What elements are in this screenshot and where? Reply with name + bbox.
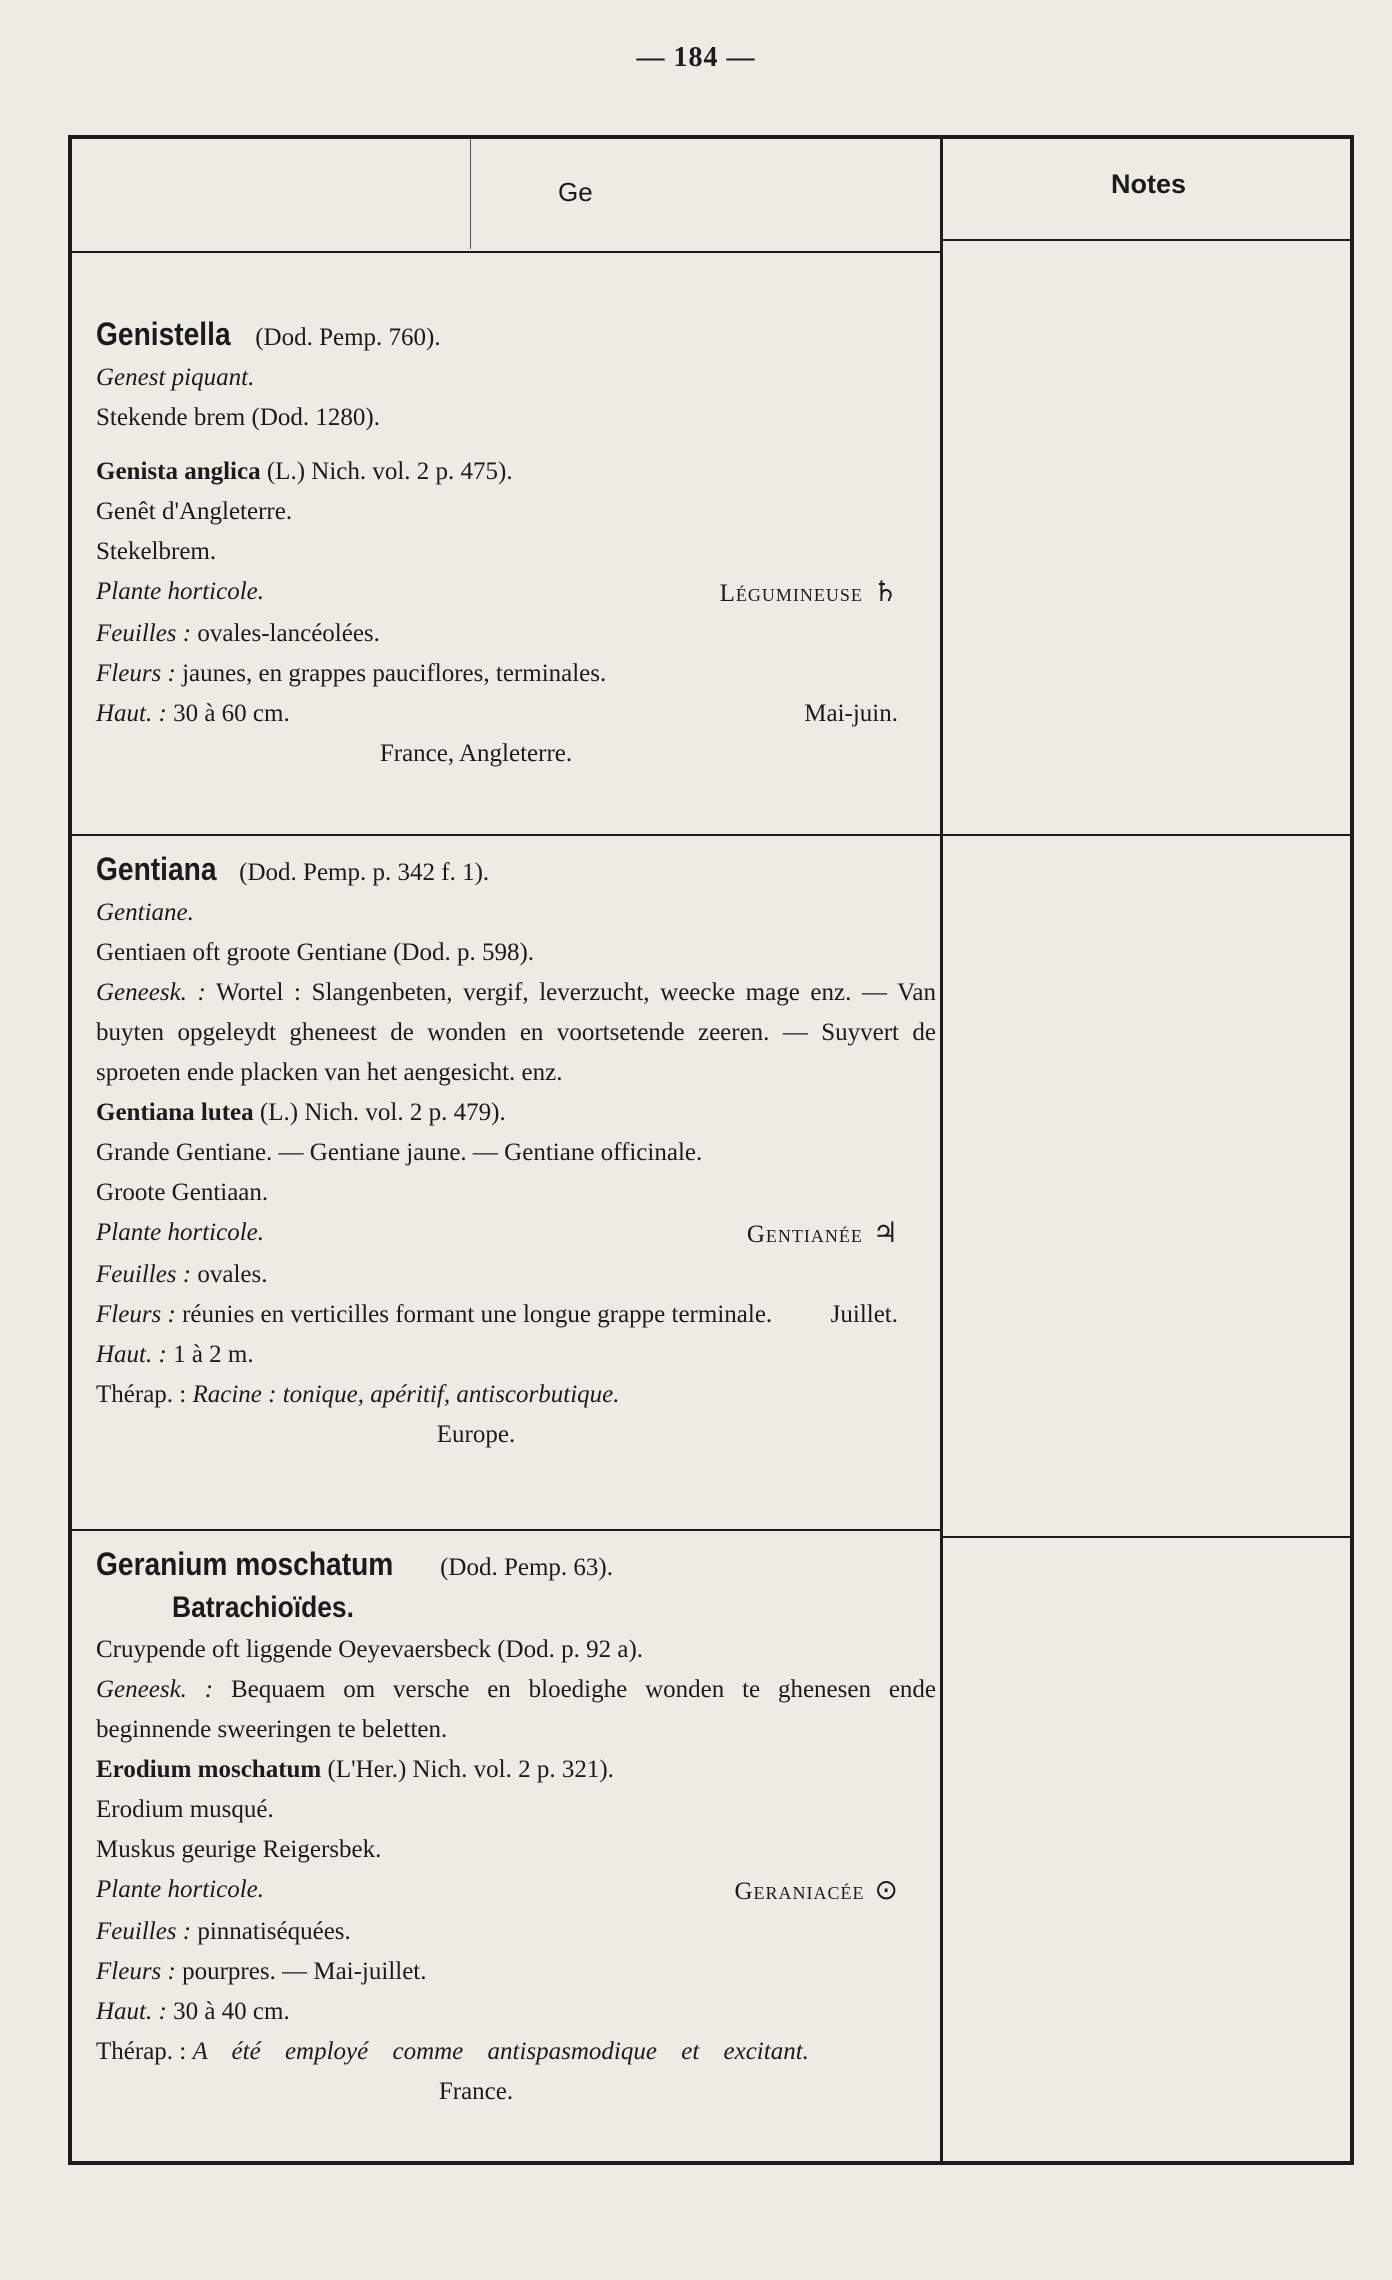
- lifeform-symbol: ⊙: [874, 1873, 898, 1906]
- entry-gentiana: [96, 849, 936, 1455]
- virtue-label: Geneesk. :: [96, 979, 206, 1006]
- dutch-name: Muskus geurige Reigersbek.: [96, 1836, 382, 1863]
- flowers-text: jaunes, en grappes pauciflores, terminales.: [182, 660, 607, 687]
- header-rule-notes: [943, 239, 1354, 241]
- species-name: Genista anglica: [96, 458, 261, 485]
- leaves-label: Feuilles :: [96, 1261, 192, 1288]
- table-frame: [68, 135, 1354, 2165]
- flemish-name: Cruypende oft liggende Oeyevaersbeck (Dod. p. 92 a).: [96, 1636, 644, 1663]
- headword-reference: (Dod. Pemp. 760).: [255, 324, 441, 351]
- dutch-name: Groote Gentiaan.: [96, 1179, 269, 1206]
- page-number: — 184 —: [636, 42, 756, 73]
- region: Europe.: [436, 1421, 516, 1448]
- flowers-text: réunies en verticilles formant une longue grappe terminale.: [182, 1301, 773, 1328]
- leaves-text: ovales-lancéolées.: [197, 620, 380, 647]
- lifeform-symbol: ♄: [872, 575, 898, 608]
- therapy-text: tonique, apéritif, antiscorbutique.: [282, 1381, 620, 1408]
- family-name: Geraniacée: [734, 1878, 865, 1905]
- therapy-label: Thérap. :: [96, 2038, 187, 2065]
- region: France.: [438, 2078, 514, 2105]
- region: France, Angleterre.: [379, 740, 573, 767]
- therapy-text: A été employé comme antispasmodique et excitant.: [192, 2038, 809, 2065]
- headword-sub: Batrachioïdes.: [172, 1591, 354, 1624]
- headword: Genistella: [96, 316, 231, 352]
- headword-reference: (Dod. Pemp. p. 342 f. 1).: [239, 859, 490, 886]
- headword: Geranium moschatum: [96, 1546, 394, 1582]
- leaves-label: Feuilles :: [96, 620, 192, 647]
- old-french-name: Genest piquant.: [96, 364, 255, 391]
- flowers-label: Fleurs :: [96, 660, 176, 687]
- height-text: 1 à 2 m.: [173, 1341, 254, 1368]
- lifeform-symbol: ♃: [872, 1216, 898, 1249]
- entry-geranium: [96, 1544, 936, 2112]
- height-label: Haut. :: [96, 1998, 167, 2025]
- height-text: 30 à 40 cm.: [173, 1998, 290, 2025]
- virtue-text: Wortel : Slangenbeten, vergif, leverzucht, weecke mage enz. — Van buyten opgeleydt gheneest de wonden en voortsetende zeeren. — Suyvert de sproeten ende placken van het aengesicht. enz.: [96, 979, 936, 1086]
- leaves-text: ovales.: [197, 1261, 268, 1288]
- flowering-season: Mai-juin.: [804, 700, 898, 727]
- family-name: Gentianée: [746, 1221, 863, 1248]
- entry-genistella: [96, 314, 936, 774]
- height-label: Haut. :: [96, 1341, 167, 1368]
- plant-type: Plante horticole.: [96, 1219, 265, 1246]
- headword-reference: (Dod. Pemp. 63).: [440, 1554, 614, 1581]
- species-name: Gentiana lutea: [96, 1099, 254, 1126]
- virtue-text: Bequaem om versche en bloedighe wonden te ghenesen ende beginnende sweeringen te beletten.: [96, 1676, 937, 1743]
- flemish-name: Stekende brem (Dod. 1280).: [96, 404, 380, 431]
- french-name: Genêt d'Angleterre.: [96, 498, 293, 525]
- column-header-letters: Ge: [558, 177, 593, 207]
- plant-type: Plante horticole.: [96, 1876, 265, 1903]
- french-name: Grande Gentiane. — Gentiane jaune. — Gentiane officinale.: [96, 1139, 703, 1166]
- height-text: 30 à 60 cm.: [173, 700, 290, 727]
- flowers-label: Fleurs :: [96, 1301, 176, 1328]
- leaves-text: pinnatiséquées.: [197, 1918, 351, 1945]
- species-reference: (L.) Nich. vol. 2 p. 479).: [259, 1099, 506, 1126]
- headword: Gentiana: [96, 851, 217, 887]
- species-name: Erodium moschatum: [96, 1756, 322, 1783]
- french-name: Erodium musqué.: [96, 1796, 274, 1823]
- section-rule-notes: [943, 1536, 1354, 1538]
- therapy-label: Thérap. :: [96, 1381, 187, 1408]
- flemish-name: Gentiaen oft groote Gentiane (Dod. p. 598).: [96, 939, 535, 966]
- height-label: Haut. :: [96, 700, 167, 727]
- flowering-season: Juillet.: [830, 1301, 898, 1328]
- flowers-text: pourpres. — Mai-juillet.: [182, 1958, 427, 1985]
- old-french-name: Gentiane.: [96, 899, 194, 926]
- column-divider: [940, 139, 943, 2161]
- section-rule-notes: [943, 834, 1354, 836]
- plant-type: Plante horticole.: [96, 578, 265, 605]
- flowers-label: Fleurs :: [96, 1958, 176, 1985]
- column-header-notes: Notes: [1110, 169, 1186, 199]
- leaves-label: Feuilles :: [96, 1918, 192, 1945]
- section-rule: [72, 834, 940, 836]
- species-reference: (L'Her.) Nich. vol. 2 p. 321).: [327, 1756, 614, 1783]
- therapy-part: Racine :: [192, 1381, 277, 1408]
- header-rule: [72, 251, 940, 253]
- dutch-name: Stekelbrem.: [96, 538, 217, 565]
- section-rule: [72, 1529, 940, 1531]
- virtue-label: Geneesk. :: [96, 1676, 214, 1703]
- species-reference: (L.) Nich. vol. 2 p. 475).: [266, 458, 513, 485]
- family-name: Légumineuse: [719, 580, 863, 607]
